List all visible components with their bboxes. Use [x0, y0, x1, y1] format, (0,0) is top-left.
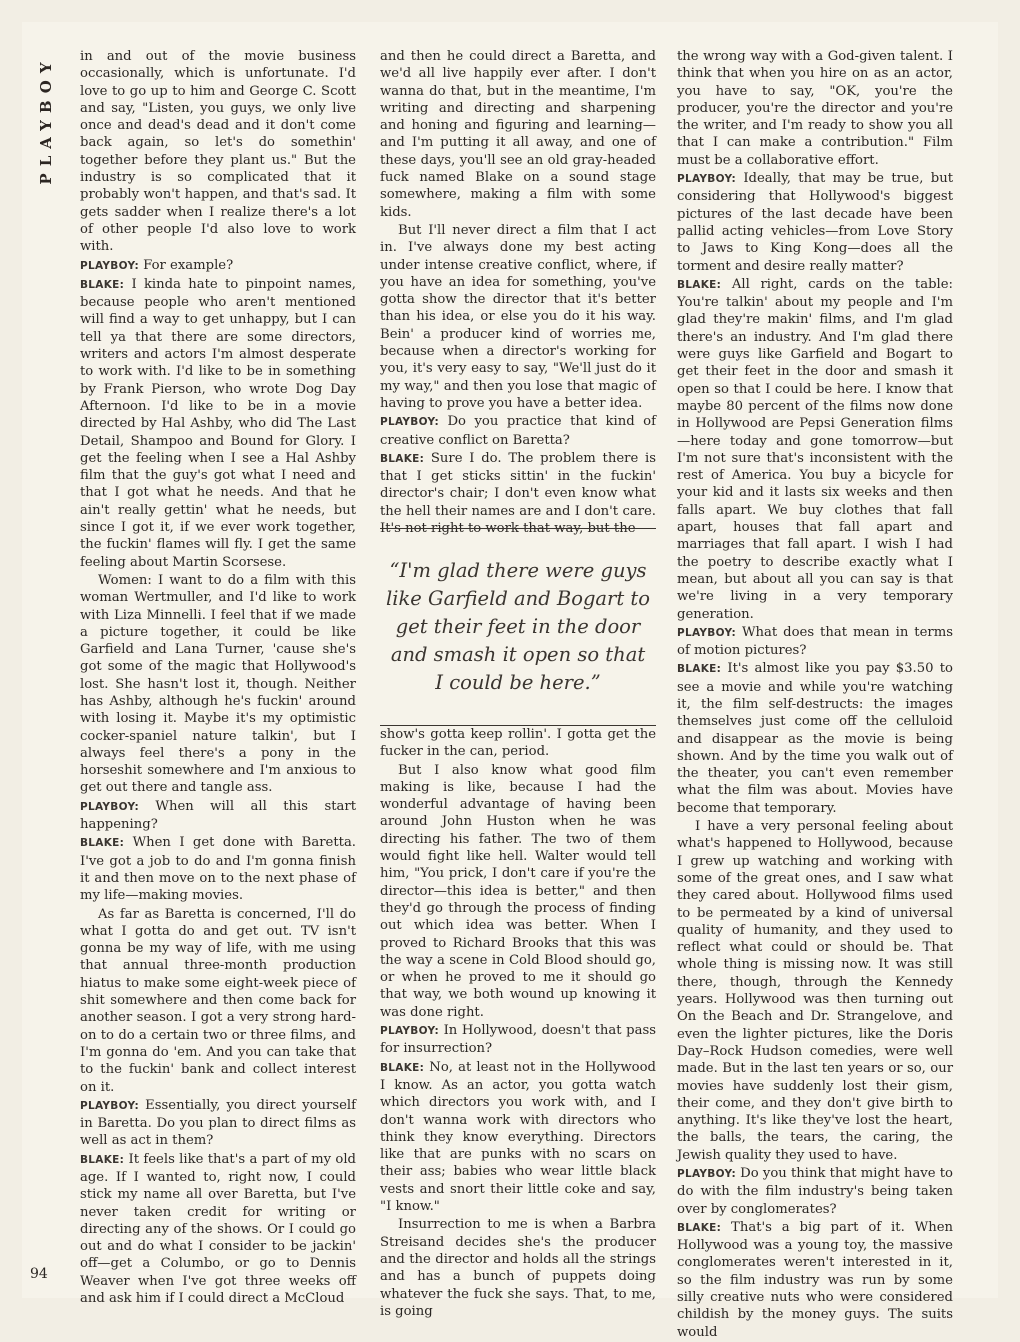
speaker-label: PLAYBOY: [380, 1025, 439, 1038]
paragraph-text: I kinda hate to pinpoint names, because people who aren't mentioned will find a way to get unhappy, but I can tell ya that there are some directors, writers and actors I'm almost desperate to work with. I'd like to be in something by Frank Pierson, who wrote Dog Day Afternoon. I'd like to be in a movie directed by Hal Ashby, who did The Last Detail, Shampoo and Bound for Glory. I get the feeling when I see a Hal Ashby film that the guy's got what I need and that I got what he needs. And that he ain't really gettin' what he needs, but since I got it, if we ever work together, the fuckin' flames will fly. I get the same feeling about Martin Scorsese. [80, 276, 356, 570]
speaker-label: PLAYBOY: [677, 1168, 736, 1180]
pull-quote-text: “I'm glad there were guys like Garfield and Bogart to get their feet in the door and smash it open so that I could be here.” [386, 559, 650, 694]
column-1 [80, 48, 356, 1308]
paragraph [677, 624, 953, 660]
paragraph [677, 1165, 953, 1218]
pull-quote [380, 528, 656, 726]
paragraph-text: When will all this start happening? [80, 798, 356, 833]
paragraph-text: In Hollywood, doesn't that pass for insurrection? [380, 1023, 656, 1057]
speaker-label: PLAYBOY: [677, 626, 736, 639]
paragraph [380, 413, 656, 449]
paragraph [677, 1219, 953, 1341]
speaker-label: BLAKE: [80, 278, 125, 291]
paragraph-text: Ideally, that may be true, but considering that Hollywood's biggest pictures of the last decade have been pallid acting vehicles—from Love Story to Jaws to King Kong—does all the torment and desire really matter? [677, 171, 953, 274]
column-2-top [380, 48, 656, 538]
paragraph-text: For example? [143, 257, 234, 273]
paragraph-text: Sure I do. The problem there is that I get sticks sittin' in the fuckin' director's chair; I don't even know what the hell their names are and I don't care. It's not right to work that way, but the [380, 450, 656, 537]
speaker-label: BLAKE: [677, 278, 722, 291]
paragraph [380, 450, 656, 537]
paragraph-text: What does that mean in terms of motion pictures? [677, 624, 953, 659]
paragraph-text: But I also know what good film making is like, because I had the wonderful advantage of having been around John Huston when he was directing his father. The two of them would fight like hell. Walter would tell him, "You prick, I don't care if you're the director—this idea is better," and then they'd go through the process of finding out which idea was better. When I proved to Richard Brooks that this was the way a scene in Cold Blood should go, or when he proved to me it should go that way, we both wound up knowing it was done right. [380, 762, 656, 1020]
speaker-label: BLAKE: [80, 837, 125, 850]
paragraph [80, 834, 356, 904]
paragraph [80, 1151, 356, 1308]
paragraph [80, 257, 356, 275]
paragraph [380, 1216, 656, 1320]
paragraph [380, 726, 656, 761]
speaker-label: BLAKE: [80, 1153, 125, 1166]
paragraph-text: Essentially, you direct yourself in Baretta. Do you plan to direct films as well as act in them? [80, 1097, 356, 1149]
page-number: 94 [30, 1266, 48, 1282]
masthead [31, 50, 61, 190]
speaker-label: BLAKE: [677, 663, 722, 676]
paragraph-text: show's gotta keep rollin'. I gotta get the fucker in the can, period. [380, 727, 656, 760]
paragraph-text: All right, cards on the table: You're talkin' about my people and I'm glad they're makin' films, and I'm glad there's an industry. And I'm glad there were guys like Garfield and Bogart to get their feet in the door and smash it open so that I could be here. I know that maybe 80 percent of the films now done in Hollywood are Pepsi Generation films—here today and gone tomorrow—but I'm not sure that's inconsistent with the rest of America. You buy a bicycle for your kid and it lasts six weeks and then falls apart. We buy clothes that fall apart, houses that fall apart and marriages that fall apart. I wish I had the poetry to describe exactly what I mean, but about all you can say is that we're living in a very temporary generation. [677, 276, 953, 622]
paragraph-text: But I'll never direct a film that I act in. I've always done my best acting under intense creative conflict, where, if you have an idea for something, you've gotta show the director that it's better than his idea, or else you do it his way. Bein' a producer kind of worries me, because when a director's working for you, it's very easy to say, "We'll just do it my way," and then you lose that magic of having to prove you have a better idea. [380, 222, 656, 411]
paragraph [80, 798, 356, 834]
speaker-label: BLAKE: [677, 1221, 722, 1234]
paragraph-text: in and out of the movie business occasionally, which is unfortunate. I'd love to go up to him and George C. Scott and say, "Listen, you guys, we only live once and dead's dead and it don't come back again, so let's do somethin' together before they plant us." But the industry is so complicated that it probably won't happen, and that's sad. It gets sadder when I realize there's a lot of other people I'd also love to work with. [80, 49, 356, 255]
paragraph [380, 1059, 656, 1216]
speaker-label: BLAKE: [380, 1061, 425, 1074]
speaker-label: PLAYBOY: [80, 800, 139, 813]
masthead-text: PLAYBOY [37, 55, 55, 185]
paragraph-text: When I get done with Baretta. I've got a job to do and I'm gonna finish it and then move on to the next phase of my life—making movies. [80, 835, 356, 904]
paragraph [380, 48, 656, 221]
paragraph-text: No, at least not in the Hollywood I know. As an actor, you gotta watch which directors you work with, and I don't wanna work with directors who think they know everything. Directors like that are punks with no scars on their ass; babies who wear little black vests and snort their little coke and say, "I know." [380, 1059, 656, 1215]
paragraph [380, 1022, 656, 1058]
speaker-label: BLAKE: [380, 452, 425, 465]
paragraph-text: Women: I want to do a film with this woman Wertmuller, and I'd like to work with Liza Minnelli. I feel that if we made a picture together, it could be like Garfield and Lana Turner, 'cause she's got some of the magic that Hollywood's lost. She hasn't lost it, though. Neither has Ashby, although he's fuckin' around with losing it. Maybe it's my optimistic cocker-spaniel nature talkin', but I always feel there's a pony in the horseshit somewhere and I'm anxious to get out there and tangle ass. [80, 572, 356, 796]
paragraph [380, 222, 656, 412]
paragraph [677, 818, 953, 1164]
speaker-label: PLAYBOY: [380, 416, 439, 429]
paragraph-text: the wrong way with a God-given talent. I think that when you hire on as an actor, you have to say, "OK, you're the producer, you're the director and you're the writer, and I'm ready to show you all that I can make a contribution." Film must be a collaborative effort. [677, 49, 953, 168]
paragraph [80, 48, 356, 256]
paragraph [80, 572, 356, 797]
paragraph [677, 276, 953, 623]
paragraph-text: Insurrection to me is when a Barbra Streisand decides she's the producer and the director and holds all the strings and has a bunch of puppets doing whatever the fuck she says. That, to me, is going [380, 1217, 656, 1319]
paragraph-text: Do you think that might have to do with the film industry's being taken over by conglomerates? [677, 1166, 953, 1217]
paragraph-text: I have a very personal feeling about what's happened to Hollywood, because I grew up watching and working with some of the great ones, and I saw what they cared about. Hollywood films used to be permeated by a kind of universal quality of humanity, and they used to reflect what could or should be. That whole thing is missing now. It was still there, though, through the Kennedy years. Hollywood was then turning out On the Beach and Dr. Strangelove, and even the lighter pictures, like the Doris Day–Rock Hudson comedies, were well made. But in the last ten years or so, our movies have suddenly lost their gism, their come, and they don't give birth to anything. It's like they've lost the heart, the balls, the tears, the caring, the Jewish quality they used to have. [677, 819, 953, 1163]
speaker-label: PLAYBOY: [80, 1099, 139, 1112]
paragraph-text: As far as Baretta is concerned, I'll do what I gotta do and get out. TV isn't gonna be my way of life, with me using that annual three-month production hiatus to make some eight-week piece of shit somewhere and then come back for another season. I got a very strong hard-on to do a certain two or three films, and I'm gonna do 'em. And you can take that to the fuckin' bank and collect interest on it. [80, 906, 356, 1095]
paragraph [677, 48, 953, 169]
paragraph-text: Do you practice that kind of creative conflict on Baretta? [380, 414, 656, 448]
speaker-label: PLAYBOY: [677, 173, 736, 186]
paragraph-text: It feels like that's a part of my old age. If I wanted to, right now, I could stick my name all over Baretta, but I've never taken credit for writing or directing any of the shows. Or I could go out and do what I consider to be jackin' off—get a Columbo, or go to Dennis Weaver when I've got three weeks off and ask him if I could direct a McCloud [80, 1151, 356, 1307]
paragraph-text: and then he could direct a Baretta, and we'd all live happily ever after. I don't wanna do that, but in the meantime, I'm writing and directing and sharpening and honing and figuring and learning—and I'm putting it all away, and one of these days, you'll see an old gray-headed fuck named Blake on a sound stage somewhere, making a film with some kids. [380, 49, 656, 220]
paragraph [80, 1097, 356, 1150]
paragraph [80, 276, 356, 571]
paragraph-text: It's almost like you pay $3.50 to see a movie and while you're watching it, the film self-destructs: the images themselves just come off the celluloid and disappear as the movie is being shown. And by the time you walk out of the theater, you can't even remember what the film was about. Movies have become that temporary. [677, 661, 953, 816]
speaker-label: PLAYBOY: [80, 259, 139, 272]
paragraph [80, 906, 356, 1096]
paragraph-text: That's a big part of it. When Hollywood was a young toy, the massive conglomerates weren't interested in it, so the film industry was run by some silly creative nuts who were considered childish by the money guys. The suits would [677, 1219, 953, 1340]
column-2-bottom [380, 726, 656, 1321]
paragraph [677, 660, 953, 817]
column-3 [677, 48, 953, 1342]
paragraph [677, 170, 953, 275]
paragraph [380, 762, 656, 1021]
